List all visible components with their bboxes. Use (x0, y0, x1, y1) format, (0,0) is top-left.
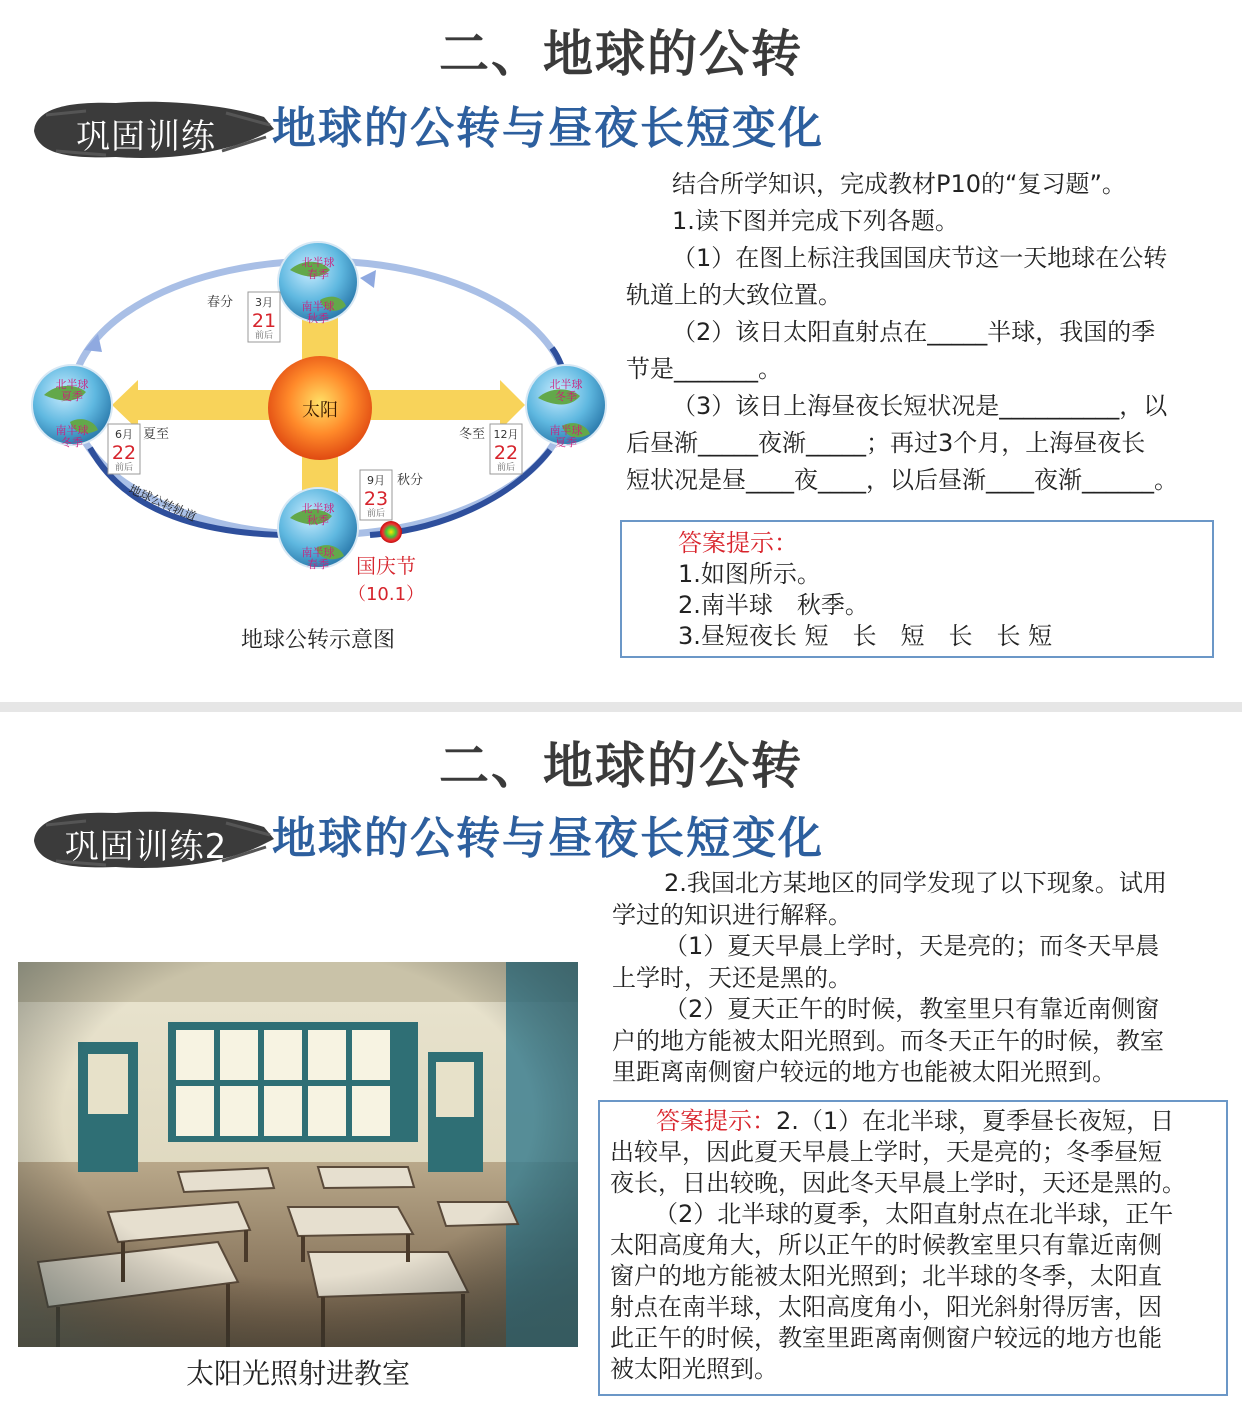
svg-text:秋分: 秋分 (396, 473, 424, 488)
question-1-3-line2: 后昼渐_____夜渐_____；再过3个月，上海昼夜长 (626, 429, 1146, 457)
svg-text:北半球: 北半球 (549, 378, 583, 391)
question-2-1-line2: 上学时，天还是黑的。 (612, 963, 852, 992)
badge-label: 巩固训练2 (64, 827, 228, 867)
sun-label: 太阳 (302, 400, 338, 421)
earth-winter (526, 365, 606, 449)
question-2-2-line2: 户的地方能被太阳光照到。而冬天正午的时候，教室 (612, 1026, 1164, 1055)
answer-line-9: 被太阳光照到。 (610, 1355, 778, 1383)
svg-text:22: 22 (111, 442, 137, 464)
answer-content (678, 528, 1052, 652)
badge-label: 巩固训练 (76, 117, 216, 157)
answer-line-3: 夜长，日出较晚，因此冬天早晨上学时，天还是黑的。 (610, 1169, 1186, 1197)
calendar-spring (207, 292, 280, 342)
svg-text:春季: 春季 (307, 268, 329, 281)
page-title: 二、地球的公转 (439, 25, 803, 83)
calendar-summer (108, 424, 169, 474)
question-block (626, 166, 1226, 499)
question-1-1-line2: 轨道上的大致位置。 (626, 281, 842, 309)
orbit-arc-dark-bottom (370, 450, 550, 535)
svg-text:3月: 3月 (255, 296, 273, 309)
svg-text:冬季: 冬季 (61, 436, 83, 449)
svg-text:6月: 6月 (115, 428, 133, 441)
svg-text:秋季: 秋季 (307, 514, 329, 527)
question-1: 1.读下图并完成下列各题。 (672, 207, 959, 235)
svg-text:23: 23 (363, 488, 389, 510)
sunray-right (365, 390, 505, 420)
svg-text:北半球: 北半球 (301, 256, 335, 269)
answer-content (610, 1106, 1222, 1385)
svg-text:春季: 春季 (307, 558, 329, 571)
question-2-line1: 2.我国北方某地区的同学发现了以下现象。试用 (640, 869, 1167, 897)
answer-title: 答案提示： (678, 529, 798, 557)
svg-text:9月: 9月 (367, 474, 385, 487)
question-block (612, 868, 1232, 1089)
calendar-autumn (360, 470, 423, 520)
svg-text:南半球: 南半球 (549, 424, 583, 437)
national-day-marker-icon (380, 521, 402, 543)
question-2-1-line1: （1）夏天早晨上学时，天是亮的；而冬天早晨 (652, 932, 1160, 960)
svg-text:南半球: 南半球 (301, 300, 335, 313)
section-subtitle: 地球的公转与昼夜长短变化 (272, 813, 824, 864)
sunray-left (130, 390, 280, 420)
answer-line-2: 出较早，因此夏天早晨上学时，天是亮的；冬季昼短 (610, 1138, 1162, 1166)
question-1-1-line1: （1）在图上标注我国国庆节这一天地球在公转 (672, 244, 1168, 272)
intro-text: 结合所学知识，完成教材P10的“复习题”。 (672, 170, 1126, 198)
answer-line-1: 1.如图所示。 (678, 560, 821, 588)
answer-line-4: （2）北半球的夏季，太阳直射点在北半球，正午 (642, 1200, 1174, 1228)
question-1-2-line2: 节是_______。 (626, 355, 782, 383)
earth-orbit-diagram (20, 230, 620, 670)
svg-text:前后: 前后 (254, 331, 274, 341)
svg-text:南半球: 南半球 (55, 424, 89, 437)
question-2-2-line3: 里距离南侧窗户较远的地方也能被太阳光照到。 (612, 1058, 1116, 1086)
svg-text:北半球: 北半球 (55, 378, 89, 391)
answer-line-5: 太阳高度角大，所以正午的时候教室里只有靠近南侧 (610, 1231, 1162, 1259)
arrow-right-icon (500, 380, 525, 430)
orbit-arrow-icon (360, 270, 376, 288)
svg-text:冬至: 冬至 (458, 427, 486, 442)
calendar-winter (459, 424, 522, 474)
slide-2 (0, 712, 1242, 1423)
svg-text:前后: 前后 (496, 463, 516, 473)
answer-line-2: 2.南半球 秋季。 (678, 591, 869, 619)
svg-text:夏至: 夏至 (142, 427, 170, 442)
svg-text:冬季: 冬季 (555, 390, 577, 403)
svg-text:12月: 12月 (493, 428, 519, 441)
national-day-date: （10.1） (347, 584, 425, 605)
svg-text:秋季: 秋季 (307, 312, 329, 325)
svg-text:夏季: 夏季 (61, 390, 83, 403)
answer-line-7: 射点在南半球，太阳高度角小，阳光斜射得厉害，因 (610, 1293, 1162, 1321)
classroom-photo (18, 962, 578, 1347)
question-2-2-line1: （2）夏天正午的时候，教室里只有靠近南侧窗 (652, 995, 1160, 1023)
diagram-caption: 地球公转示意图 (240, 628, 396, 653)
slide-1 (0, 0, 1242, 702)
question-1-2-line1: （2）该日太阳直射点在_____半球，我国的季 (672, 318, 1156, 346)
svg-text:前后: 前后 (366, 509, 386, 519)
section-badge (26, 95, 276, 165)
svg-text:南半球: 南半球 (301, 546, 335, 559)
answer-box (620, 520, 1214, 658)
photo-caption: 太阳光照射进教室 (185, 1357, 410, 1390)
page-title: 二、地球的公转 (439, 737, 803, 795)
answer-box (598, 1100, 1228, 1396)
answer-title: 答案提示： (656, 1107, 776, 1135)
svg-text:春分: 春分 (206, 295, 234, 310)
arrow-left-icon (112, 380, 138, 430)
answer-line-3: 3.昼短夜长 短 长 短 长 长 短 (678, 622, 1053, 650)
question-1-3-line1: （3）该日上海昼夜长短状况是__________，以 (672, 392, 1168, 420)
svg-text:21: 21 (251, 310, 277, 332)
section-subtitle: 地球的公转与昼夜长短变化 (272, 103, 824, 154)
svg-text:北半球: 北半球 (301, 502, 335, 515)
svg-text:夏季: 夏季 (555, 436, 577, 449)
svg-text:22: 22 (493, 442, 519, 464)
section-badge (26, 805, 276, 875)
question-2-line2: 学过的知识进行解释。 (612, 900, 852, 929)
question-1-3-line3: 短状况是昼____夜____，以后昼渐____夜渐______。 (626, 466, 1178, 494)
national-day-label: 国庆节 (356, 554, 416, 578)
answer-line-6: 窗户的地方能被太阳光照到；北半球的冬季，太阳直 (610, 1262, 1162, 1290)
earth-autumn (278, 488, 358, 571)
svg-text:前后: 前后 (114, 463, 134, 473)
answer-line-1: 答案提示：2.（1）在北半球，夏季昼长夜短，日 (656, 1107, 1175, 1135)
earth-summer (32, 365, 112, 449)
answer-line-8: 此正午的时候，教室里距离南侧窗户较远的地方也能 (610, 1324, 1162, 1352)
orbit-label: 地球公转轨道 (126, 481, 199, 525)
earth-spring (278, 242, 358, 325)
